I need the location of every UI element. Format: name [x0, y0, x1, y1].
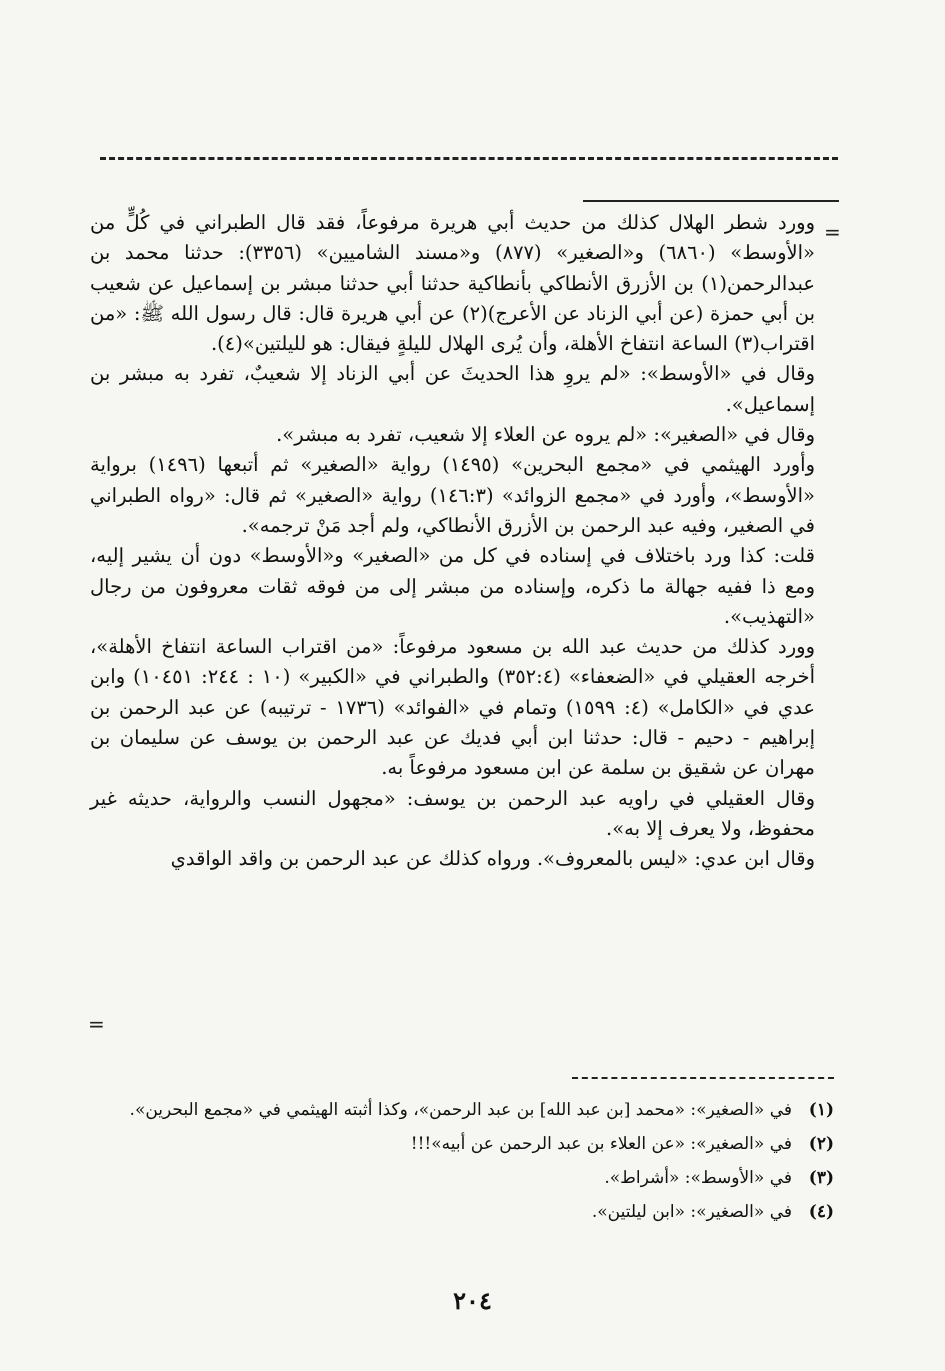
page-number: ٢٠٤ [453, 1286, 492, 1315]
header-solid-rule [583, 200, 839, 202]
footnote-text: في «الصغير»: «محمد [بن عبد الله] بن عبد الرحمن»، وكذا أثبته الهيثمي في «مجمع البحرين». [129, 1100, 792, 1120]
paragraph-ibn-adi: وقال ابن عدي: «ليس بالمعروف». ورواه كذلك عن عبد الرحمن بن واقد الواقدي [170, 847, 815, 871]
footnote-separator [572, 1077, 834, 1079]
footnote [88, 1161, 834, 1195]
footnote-number: (٣) [808, 1168, 834, 1188]
footnote [88, 1093, 834, 1127]
footnote-text: في «الصغير»: «عن العلاء بن عبد الرحمن عن أبيه»!!! [410, 1134, 792, 1154]
paragraph-tabarani-abu-hurayra: وورد شطر الهلال كذلك من حديث أبي هريرة مرفوعاً، فقد قال الطبراني في كُلٍّ من «الأوسط» (٦٨٦٠) و«الصغير» (٨٧٧) و«مسند الشاميين» (٣٣٥٦): حدثنا محمد بن عبدالرحمن(١) بن الأزرق الأنطاكي بأنطاكية حدثنا أبي حدثنا مبشر بن إسماعيل عن شعيب بن أبي حمزة (عن أبي الزناد عن الأعرج)(٢) عن أبي هريرة قال: قال رسول الله ﷺ: «من اقتراب(٣) الساعة انتفاخ الأهلة، وأن يُرى الهلال لليلةٍ فيقال: هو لليلتين»(٤). [90, 211, 815, 356]
footnotes [88, 1093, 834, 1229]
footnote [88, 1127, 834, 1161]
main-text-block [90, 208, 815, 875]
paragraph-uqayli: وقال العقيلي في راويه عبد الرحمن بن يوسف: «مجهول النسب والرواية، حديثه غير محفوظ، ولا يعرف إلا به». [90, 786, 815, 840]
paragraph-ibn-masud: وورد كذلك من حديث عبد الله بن مسعود مرفوعاً: «من اقتراب الساعة انتفاخ الأهلة»، أخرجه العقيلي في «الضعفاء» (٣٥٢:٤) والطبراني في «الكبير» (١٠ : ٢٤٤: ١٠٤٥١) وابن عدي في «الكامل» (٤: ١٥٩٩) وتمام في «الفوائد» (١٧٣٦ - ترتيبه) عن عبد الرحمن بن إبراهيم - دحيم - قال: حدثنا ابن أبي فديك عن عبد الرحمن بن يوسف عن سليمان بن مهران عن شقيق بن سلمة عن ابن مسعود مرفوعاً به. [90, 635, 815, 780]
paragraph-awsat-comment: وقال في «الأوسط»: «لم يروِ هذا الحديثَ عن أبي الزناد إلا شعيبٌ، تفرد به مبشر بن إسماعيل». [90, 362, 815, 416]
footnote [88, 1195, 834, 1229]
footnote-text: في «الصغير»: «ابن ليلتين». [591, 1202, 792, 1222]
footnote-number: (٤) [808, 1202, 834, 1222]
footnote-number: (٢) [808, 1134, 834, 1154]
paragraph-author-note: قلت: كذا ورد باختلاف في إسناده في كل من «الصغير» و«الأوسط» دون أن يشير إليه، ومع ذا ففيه جهالة ما ذكره، وإسناده من مبشر إلى من فوقه ثقات معروفون من رجال «التهذيب». [90, 544, 815, 628]
paragraph-saghir-comment: وقال في «الصغير»: «لم يروه عن العلاء إلا شعيب، تفرد به مبشر». [276, 423, 815, 447]
continuation-mark-end: = [88, 1012, 105, 1036]
continuation-mark-start: = [824, 220, 841, 244]
paragraph-haythami: وأورد الهيثمي في «مجمع البحرين» (١٤٩٥) رواية «الصغير» ثم أتبعها (١٤٩٦) برواية «الأوسط»، وأورد في «مجمع الزوائد» (١٤٦:٣) رواية «الصغير» ثم قال: «رواه الطبراني في الصغير، وفيه عبد الرحمن بن الأزرق الأنطاكي، ولم أجد مَنْ ترجمه». [90, 453, 815, 537]
header-dashed-rule [100, 157, 838, 160]
footnote-text: في «الأوسط»: «أشراط». [604, 1168, 792, 1188]
footnote-number: (١) [808, 1100, 834, 1120]
